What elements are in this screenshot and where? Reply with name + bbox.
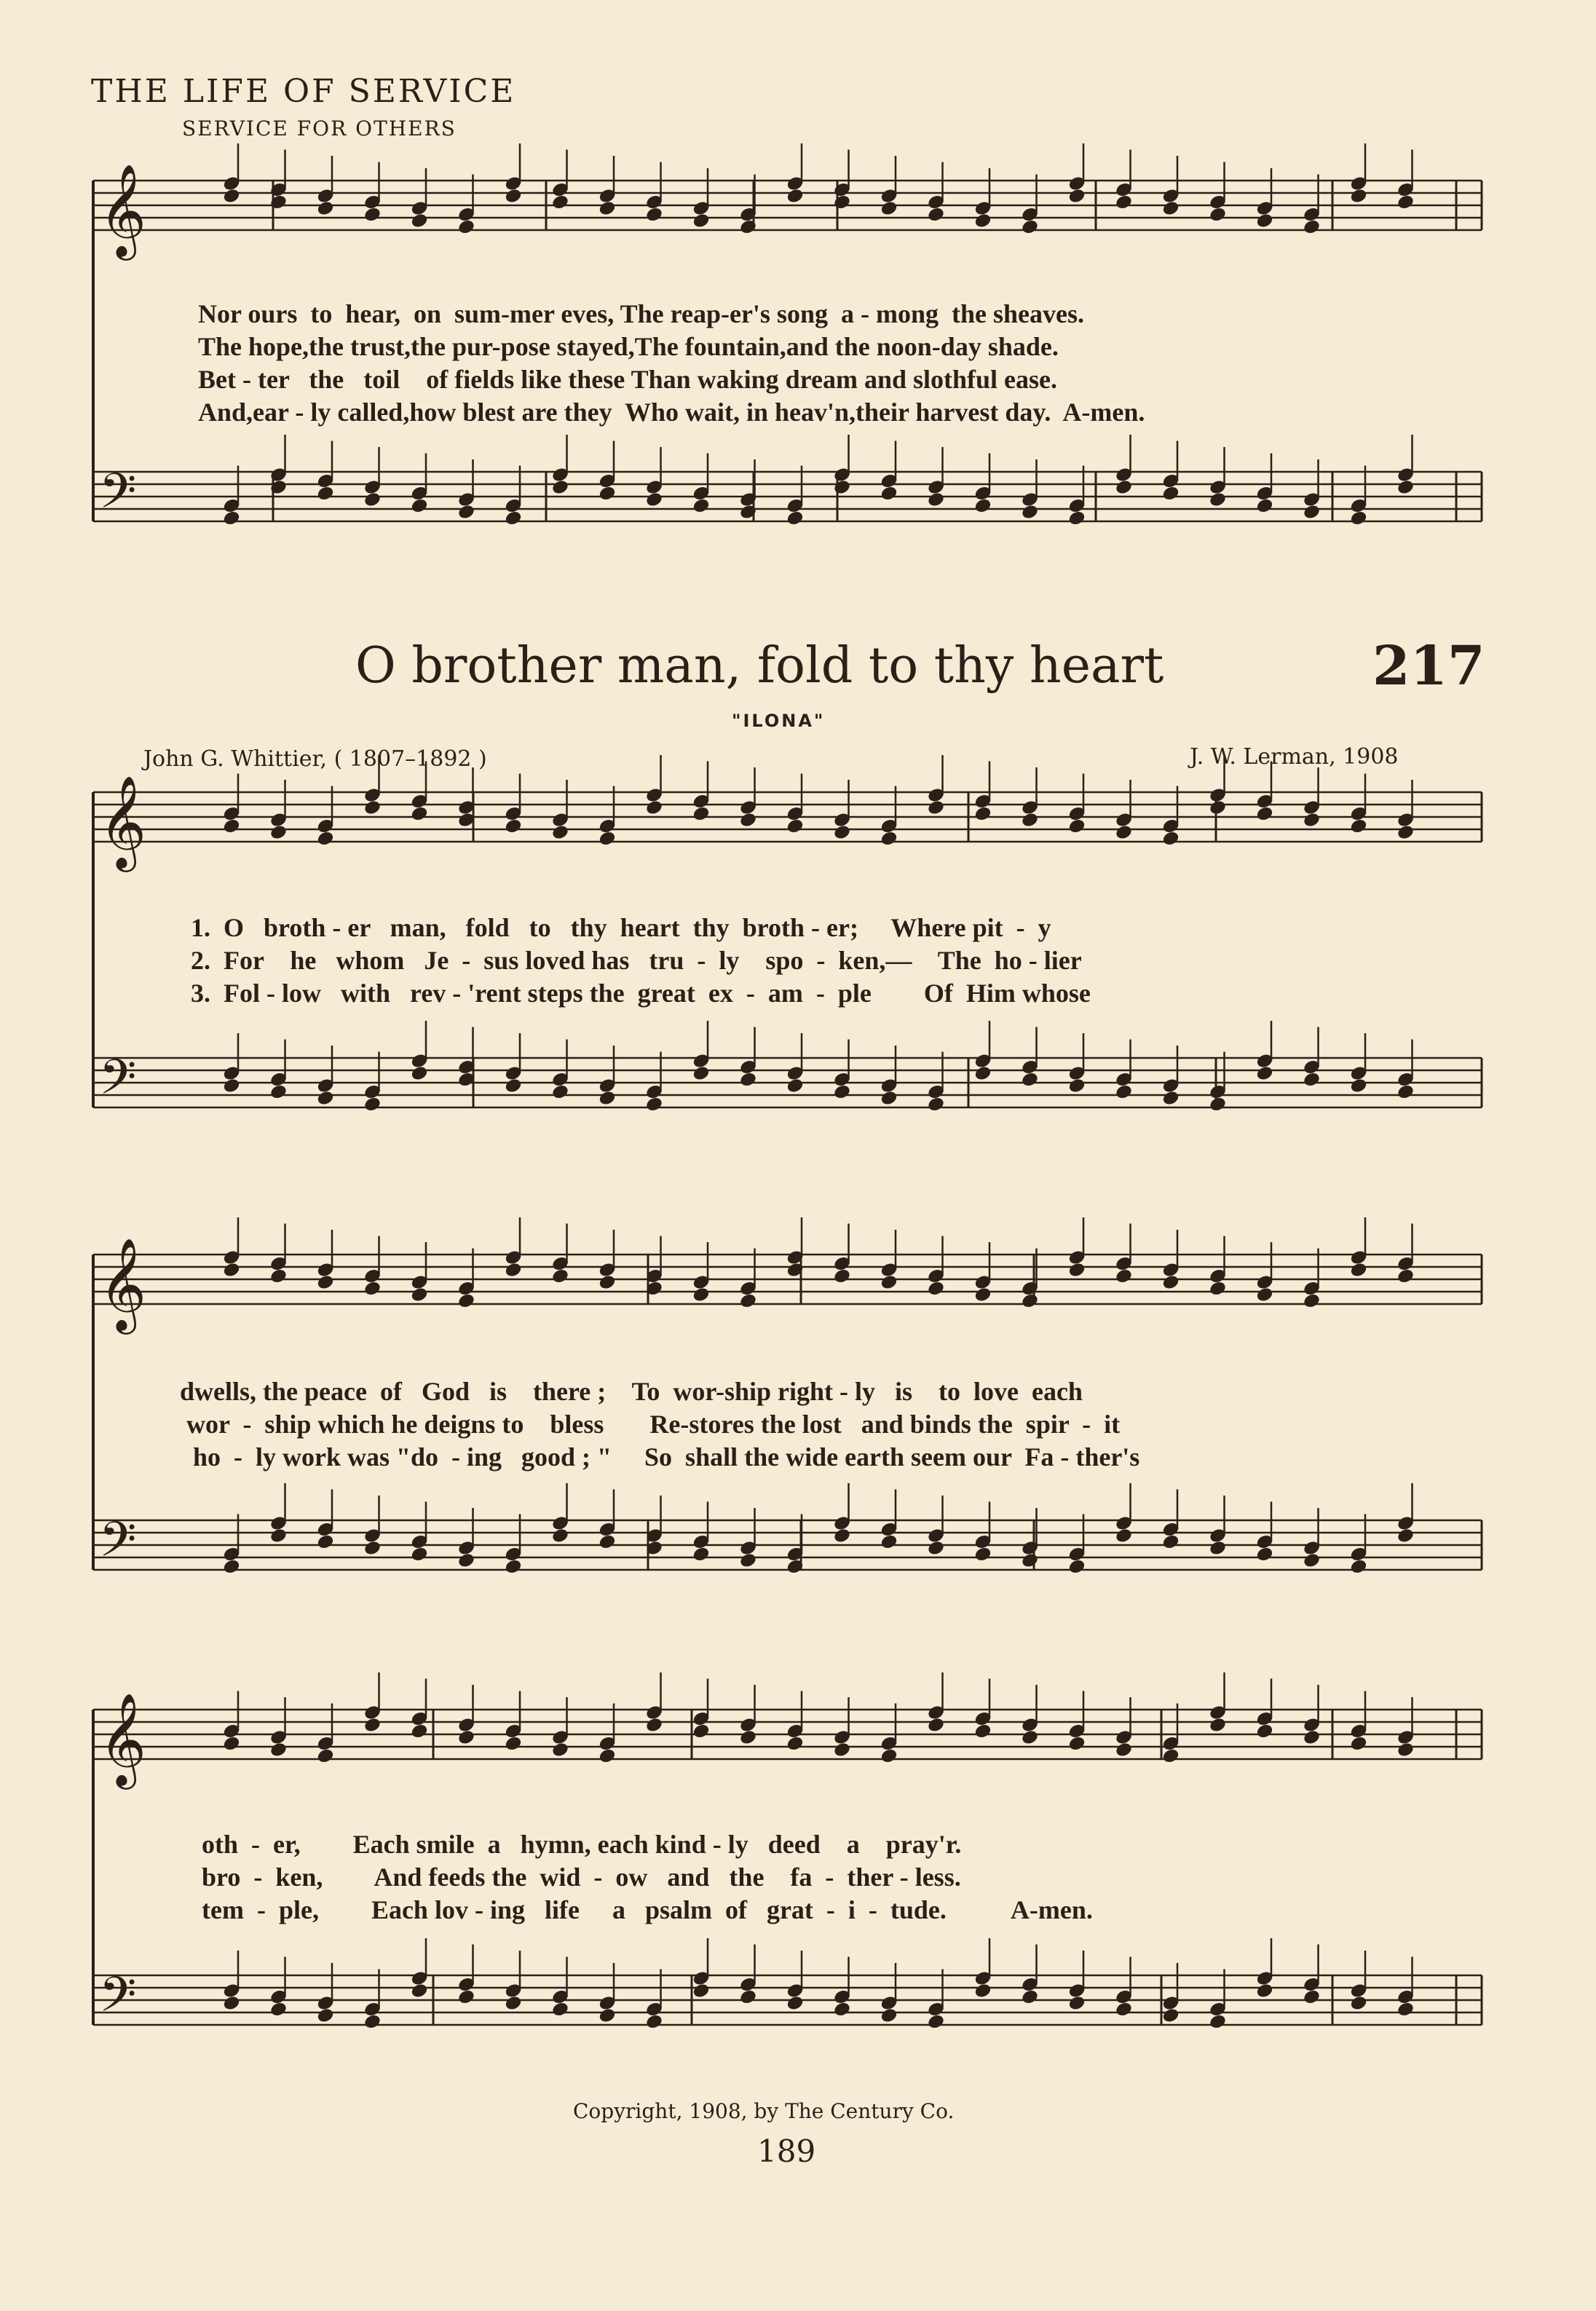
svg-text:𝄢: 𝄢: [99, 1512, 137, 1579]
system3-lyric-verse-3: tem - ple, Each lov - ing life a psalm of grat - i - tude. A-men.: [202, 1895, 1093, 1924]
section-title: THE LIFE OF SERVICE: [91, 73, 516, 110]
page-number: 189: [757, 2133, 816, 2169]
system1-lyric-verse-1: 1. O broth - er man, fold to thy heart thy broth - er; Where pit - y: [191, 913, 1051, 942]
system3-lyric-verse-1: oth - er, Each smile a hymn, each kind - ly deed a pray'r.: [202, 1830, 962, 1859]
svg-text:𝄞: 𝄞: [99, 1237, 147, 1330]
prev-hymn-lyric-line-3: Bet - ter the toil of fields like these Than waking dream and slothful ease.: [198, 365, 1058, 394]
system1-lyric-verse-3: 3. Fol - low with rev - 'rent steps the great ex - am - ple Of Him whose: [191, 979, 1091, 1008]
copyright-notice: Copyright, 1908, by The Century Co.: [573, 2099, 955, 2123]
tune-name: "ILONA": [732, 711, 826, 731]
system2-lyric-verse-3: ho - ly work was "do - ing good ; " So shall the wide earth seem our Fa - ther's: [180, 1442, 1140, 1471]
prev-hymn-lyric-line-1: Nor ours to hear, on sum-mer eves, The reap-er's song a - mong the sheaves.: [198, 299, 1084, 328]
svg-text:𝄢: 𝄢: [99, 1049, 137, 1117]
svg-text:𝄞: 𝄞: [99, 775, 147, 868]
hymn-number: 217: [1372, 635, 1485, 698]
subsection-title: SERVICE FOR OTHERS: [182, 116, 457, 141]
hymn-title: O brother man, fold to thy heart: [355, 637, 1164, 695]
system2-lyric-verse-1: dwells, the peace of God is there ; To wor-ship right - ly is to love each: [180, 1377, 1083, 1406]
svg-text:𝄞: 𝄞: [99, 163, 147, 256]
prev-hymn-lyric-line-4: And,ear - ly called,how blest are they Who wait, in heav'n,their harvest day. A-men.: [198, 398, 1145, 427]
author-credit: John G. Whittier, ( 1807–1892 ): [143, 746, 487, 772]
system2-lyric-verse-2: wor - ship which he deigns to bless Re-stores the lost and binds the spir - it: [180, 1410, 1121, 1439]
prev-hymn-lyric-line-2: The hope,the trust,the pur-pose stayed,The fountain,and the noon-day shade.: [198, 332, 1059, 361]
svg-text:𝄢: 𝄢: [99, 463, 137, 531]
system3-lyric-verse-2: bro - ken, And feeds the wid - ow and the fa - ther - less.: [202, 1862, 961, 1892]
system1-lyric-verse-2: 2. For he whom Je - sus loved has tru - ly spo - ken,— The ho - lier: [191, 946, 1082, 975]
composer-credit: J. W. Lerman, 1908: [1190, 744, 1399, 770]
svg-text:𝄢: 𝄢: [99, 1967, 137, 2034]
svg-text:𝄞: 𝄞: [99, 1692, 147, 1785]
